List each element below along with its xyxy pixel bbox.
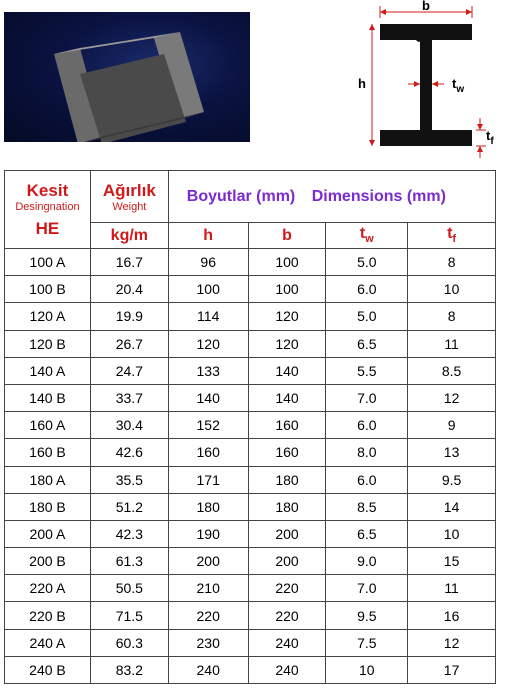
tf-cell: 11 [408,330,496,357]
he-profile-table [4,170,496,684]
table-row [5,629,496,656]
h-cell: 240 [168,656,248,683]
table-row [5,303,496,330]
weight-cell: 42.6 [90,439,168,466]
weight-cell: 60.3 [90,629,168,656]
weight-cell: 30.4 [90,412,168,439]
tw-cell: 6.0 [326,466,408,493]
h-cell: 152 [168,412,248,439]
tf-cell: 12 [408,384,496,411]
h-cell: 180 [168,493,248,520]
tf-sub: f [490,136,494,147]
weight-cell: 61.3 [90,548,168,575]
weight-cell: 20.4 [90,276,168,303]
weight-label: Weight [112,200,147,213]
tf-cell: 11 [408,575,496,602]
b-cell: 200 [248,548,326,575]
dimensions-label: Dimensions (mm) [311,187,446,205]
designation-cell: 140 A [5,357,91,384]
h-cell: 114 [168,303,248,330]
designation-cell: 120 A [5,303,91,330]
weight-cell: 26.7 [90,330,168,357]
table-row [5,466,496,493]
tf-cell: 8 [408,249,496,276]
designation-cell: 140 B [5,384,91,411]
designation-cell: 200 B [5,548,91,575]
weight-cell: 24.7 [90,357,168,384]
weight-cell: 51.2 [90,493,168,520]
b-cell: 160 [248,439,326,466]
tw-dimension [408,76,464,95]
tf-cell: 15 [408,548,496,575]
h-header: h [168,223,248,249]
tw-cell: 6.5 [326,330,408,357]
svg-text:tf [486,128,494,147]
b-cell: 240 [248,629,326,656]
tf-cell: 14 [408,493,496,520]
tf-cell: 8.5 [408,357,496,384]
b-cell: 140 [248,384,326,411]
b-cell: 240 [248,656,326,683]
h-cell: 200 [168,548,248,575]
tw-cell: 6.0 [326,412,408,439]
b-cell: 180 [248,493,326,520]
b-label: b [422,0,430,13]
b-dimension [380,0,472,18]
tw-cell: 7.0 [326,575,408,602]
boyutlar-label: Boyutlar (mm) [186,187,296,205]
designation-cell: 100 A [5,249,91,276]
designation-cell: 180 A [5,466,91,493]
tw-cell: 7.0 [326,384,408,411]
tw-cell: 8.0 [326,439,408,466]
tf-cell: 16 [408,602,496,629]
h-cell: 171 [168,466,248,493]
tf-cell: 10 [408,520,496,547]
table-row [5,520,496,547]
h-cell: 210 [168,575,248,602]
tw-cell: 9.5 [326,602,408,629]
table-row [5,357,496,384]
table-row [5,575,496,602]
h-cell: 160 [168,439,248,466]
b-cell: 180 [248,466,326,493]
weight-cell: 50.5 [90,575,168,602]
tw-cell: 8.5 [326,493,408,520]
i-beam-3d-image [4,12,250,142]
tw-cell: 5.0 [326,249,408,276]
tw-header: $t_w$ [326,223,408,249]
tf-cell: 9.5 [408,466,496,493]
dimensions-header [168,171,495,223]
h-cell: 133 [168,357,248,384]
agirlik-label: Ağırlık [102,180,156,200]
table-row [5,656,496,683]
designation-cell: 220 B [5,602,91,629]
b-cell: 100 [248,249,326,276]
table-row [5,493,496,520]
tw-cell: 9.0 [326,548,408,575]
tw-sub: w [456,84,465,95]
cross-section-diagram [352,0,506,160]
h-cell: 220 [168,602,248,629]
tw-cell: 5.5 [326,357,408,384]
table-row [5,602,496,629]
designation-label: Desingnation [15,200,80,213]
weight-cell: 83.2 [90,656,168,683]
tf-cell: 13 [408,439,496,466]
h-cell: 230 [168,629,248,656]
designation-cell: 220 A [5,575,91,602]
he-label: HE [35,218,60,238]
table-row [5,249,496,276]
weight-cell: 71.5 [90,602,168,629]
h-cell: 96 [168,249,248,276]
tf-cell: 8 [408,303,496,330]
designation-cell: 100 B [5,276,91,303]
designation-header [5,171,91,249]
b-cell: 120 [248,303,326,330]
designation-cell: 160 A [5,412,91,439]
tw-cell: 7.5 [326,629,408,656]
table-row [5,412,496,439]
weight-cell: 33.7 [90,384,168,411]
table-row [5,276,496,303]
tf-header: $t_f$ [408,223,496,249]
tf-cell: 9 [408,412,496,439]
b-cell: 100 [248,276,326,303]
tf-dimension [476,118,494,158]
tf-cell: 10 [408,276,496,303]
steel-beam-photo [4,12,250,142]
h-cell: 140 [168,384,248,411]
h-cell: 120 [168,330,248,357]
b-cell: 160 [248,412,326,439]
tw-cell: 6.5 [326,520,408,547]
tw-cell: 5.0 [326,303,408,330]
tw-cell: 6.0 [326,276,408,303]
weight-cell: 19.9 [90,303,168,330]
b-cell: 140 [248,357,326,384]
designation-cell: 160 B [5,439,91,466]
h-dimension [358,24,375,146]
svg-text:tw [452,76,464,95]
table-body [5,249,496,684]
weight-cell: 16.7 [90,249,168,276]
b-cell: 220 [248,575,326,602]
h-cell: 190 [168,520,248,547]
b-header: b [248,223,326,249]
tf-label: t [486,128,491,143]
designation-cell: 180 B [5,493,91,520]
tw-label: t [452,76,457,91]
designation-cell: 120 B [5,330,91,357]
designation-cell: 200 A [5,520,91,547]
designation-cell: 240 A [5,629,91,656]
h-label: h [358,76,366,91]
h-cell: 100 [168,276,248,303]
tf-cell: 12 [408,629,496,656]
weight-cell: 35.5 [90,466,168,493]
table-row [5,548,496,575]
kgm-header: kg/m [90,223,168,249]
tw-cell: 10 [326,656,408,683]
weight-cell: 42.3 [90,520,168,547]
b-cell: 220 [248,602,326,629]
table-row [5,439,496,466]
kesit-label: Kesit [26,180,69,200]
designation-cell: 240 B [5,656,91,683]
b-cell: 200 [248,520,326,547]
table-row [5,330,496,357]
b-cell: 120 [248,330,326,357]
tf-cell: 17 [408,656,496,683]
weight-header [90,171,168,223]
table-row [5,384,496,411]
